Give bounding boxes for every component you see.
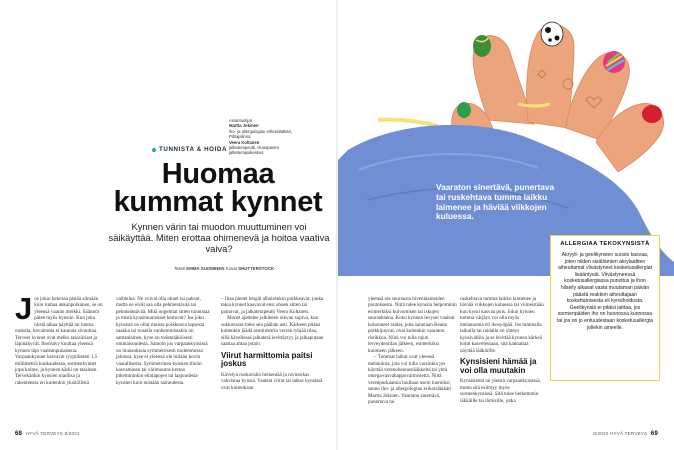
- fact-box-title: ALLERGIAA TEKOKYNSISTÄ: [560, 241, 650, 247]
- subheading: Viirut harmittomia paitsi joskus: [221, 350, 313, 369]
- expert2-title: jalkaterapeutti, Huoaparien jalkaterapiakeskus: [229, 145, 280, 156]
- body-paragraph: Monet ajattelee jalkineen olevan sopiva, kun sukkavaras tulee sen päähän asti. Kärkeen pitäisi kuitenkin jäädä senttimetrin verran tyhjää tilaa, sillä kävellessä jalkaterä levittäytyy ja jalkaputaan saattaa ahtaa jotain.: [221, 315, 324, 348]
- fact-box-body: Akryyli- ja geelikynsien suosio kasvaa, joten niiden sisältämien akrylaattien aiheuttamat viivästyneet kosketusallergiat lisääntyvät. Viivästyneessä kosketusallergiassa punoitus ja ihon hilseily alkavat vasta muutaman päivän päästä reaktion aiheuttajaan koskettamisesta eli kynsihoidosta. Geelikynsiä ei pitäisi laittaa, jos sormenpäiden iho on huonossa kunnossa tai jos on jo entuudestaan kosketusallergia jollekin aineelle.: [557, 252, 653, 331]
- subheading: Kynsisieni hämää ja voi olla muutakin: [460, 357, 537, 375]
- pull-quote: Vaaraton sinertävä, punertava tai ruskehtava tumma laikku laimenee ja häviää viikkojen kuluessa.: [436, 182, 555, 222]
- body-paragraph: Kävelyä ruokavalio heikentää ja ravintokas vahvistaa kynsiä. Vaaleat viirut tai laikut kynsissä ovat kuitenkaan: [221, 371, 323, 391]
- experts-intro: Asiantuntijat: [229, 118, 252, 123]
- article-headline: [98, 160, 338, 216]
- credits-photo-name: SHUTTERSTOCK: [238, 266, 275, 271]
- body-column-1: [15, 291, 103, 386]
- section-tag-label: TUNNISTA & HOIDA: [159, 146, 228, 153]
- expert2-name: Veera Koltanen: [229, 139, 260, 145]
- experts-box: [229, 118, 297, 156]
- credits-text-label: Teksti: [173, 266, 186, 271]
- body-paragraph: yleensä ole seurausta hiventäaineiden puutoksesta. Niitä tulee kynsiin helpommin esimerkiksi kuivumisen tai iskujen seurauksena. Koko kynnen levyset vaaleat kohonneet raidat, joita sanotaan Beaun poikkijuovat, ovat kuitenkin vaaraton ristikkoa. Niitä voi tulla rajun terveydentilan jälkeen, esimerkiksi kuumeen jälkeen.: [368, 296, 457, 354]
- folio-right: [593, 431, 658, 437]
- folio-right-label: 8/2022 HYVÄ TERVEYS: [593, 431, 648, 436]
- body-paragraph: os jokin kehossa pistää silmään kuin rumaa ankanpoikanen, se on yleensä vaaran merkki. Säännöt pätee myös kynsiin. Kun joku niistä alkaa näyttää tai tuntua oudolta, huvaimma ei kannata sivuuttaa. Terveet kynnet ovat melko tasaväriset ja läpinäkyvät. Ihonsävy kuultaa yleensä kynnen läpi vaaleanpunaisena. Varpaankynnet kasvavat tyypillisesti 1,5 millimetriä kuukaudessa, sormenkynnet jopa kolme, ja kynnen kärki on tasainen. Tervekänkin kynsien maillisa ja rakenteessa on kuitenkin yksilöllistä: [15, 296, 103, 386]
- body-column-2: [116, 296, 212, 386]
- body-paragraph: – Tummat laikut ovat yleensä melaniinia, jota voi tulla varsinkin jos käyttää verenohennuslääkkeitä tai yhtä omega-rasvahappovalmistetta. Niitä verenpurkaamia luullaan usein luomiksi, sanoo iho- ja allergologian erikoislääkäri Martta Jokinen. Vaaraton sinertävä, punertava tai: [368, 354, 452, 406]
- expert1-title: iho- ja allergologian erikoislääkäri, Pihlajalinna: [229, 128, 293, 140]
- credits-photo-label: Kuvat: [225, 266, 237, 271]
- body-paragraph: – Iltaa pienet lengät alhaisenkin poikkeavat, jonka takia kynnet kasvavat ensi ohuen sitten tai painuvat, ja jalkaterapeutti Veera Koltanen.: [221, 296, 324, 315]
- fact-box: [550, 235, 660, 381]
- body-column-5: [460, 296, 544, 404]
- headline-line-1: Huomaa: [161, 158, 275, 190]
- section-tag: [152, 146, 227, 153]
- page-number-right: 69: [650, 431, 658, 437]
- expert1-name: Martta Jokinen: [229, 123, 259, 129]
- body-paragraph: vaihtelua. Ne voivat olla ohuet tai paksut, mutta ne eivät saa olla pehmentävää tai pehmeäntävää. Mitä ongelmat sitten tunnistaa ja mistä kynsimuutokset kertovat? Jos joku kynsistä on ollut muista poikkeava lapsesta saakka tai toisella vanhemmistakin on samanlainen, kyse on todennäköisesti ominaisuudesta. Samoin jos varpaankynsissä on muusukssia symmetrisesti molemmissa jaloissa, kyse ei yleensä ole mitään kovin vaarallisesta. Symmetrinen kynsien tiloiin kasvaminen tai värimuutos kertoo pikemminkin elintapojen tai laajuudesta kynsien kuin mistään sairaudesta.: [116, 296, 210, 386]
- body-paragraph: ruskehtava tumma laikku laimenee ja häviää viikkojen kuluessa tai viimeistään kun kynsi kasvaa pois. Jokin kynnen tumma värjäys voi olla myös melanooma eli ihosyöpää. Jos tummalla laikulla tai raidalla on yhteys kynsivalliin ja se levittää kynnen kärkeä kohti kasvetessaan, sitä kannattaa näyttää lääkärille.: [460, 296, 544, 354]
- body-column-3: [221, 296, 325, 391]
- article-lead: Kynnen värin tai muodon muuttuminen voi säikäyttää. Miten erottaa ohimenevä ja hoitoa vaativa vaiva?: [108, 221, 330, 255]
- article-credits: [124, 266, 324, 271]
- folio-left-label: HYVÄ TERVEYS 8/2022: [25, 431, 80, 436]
- drop-cap: J: [15, 291, 33, 326]
- body-column-4: [368, 296, 458, 406]
- headline-line-2: kummat kynnet: [113, 186, 323, 218]
- tag-dot-icon: [152, 148, 156, 152]
- credits-text-name: EMMA SUOMINEN: [186, 266, 225, 271]
- page-number-left: 68: [15, 431, 23, 437]
- folio-left: [15, 431, 80, 437]
- body-paragraph: Kynsisientä on yleistä varpaankynsissä, mutta sitä esiintyy myös sormenkynsissä. Sitä tulee herkemmin iäkkäille tai ihmisille, jotka: [460, 378, 541, 404]
